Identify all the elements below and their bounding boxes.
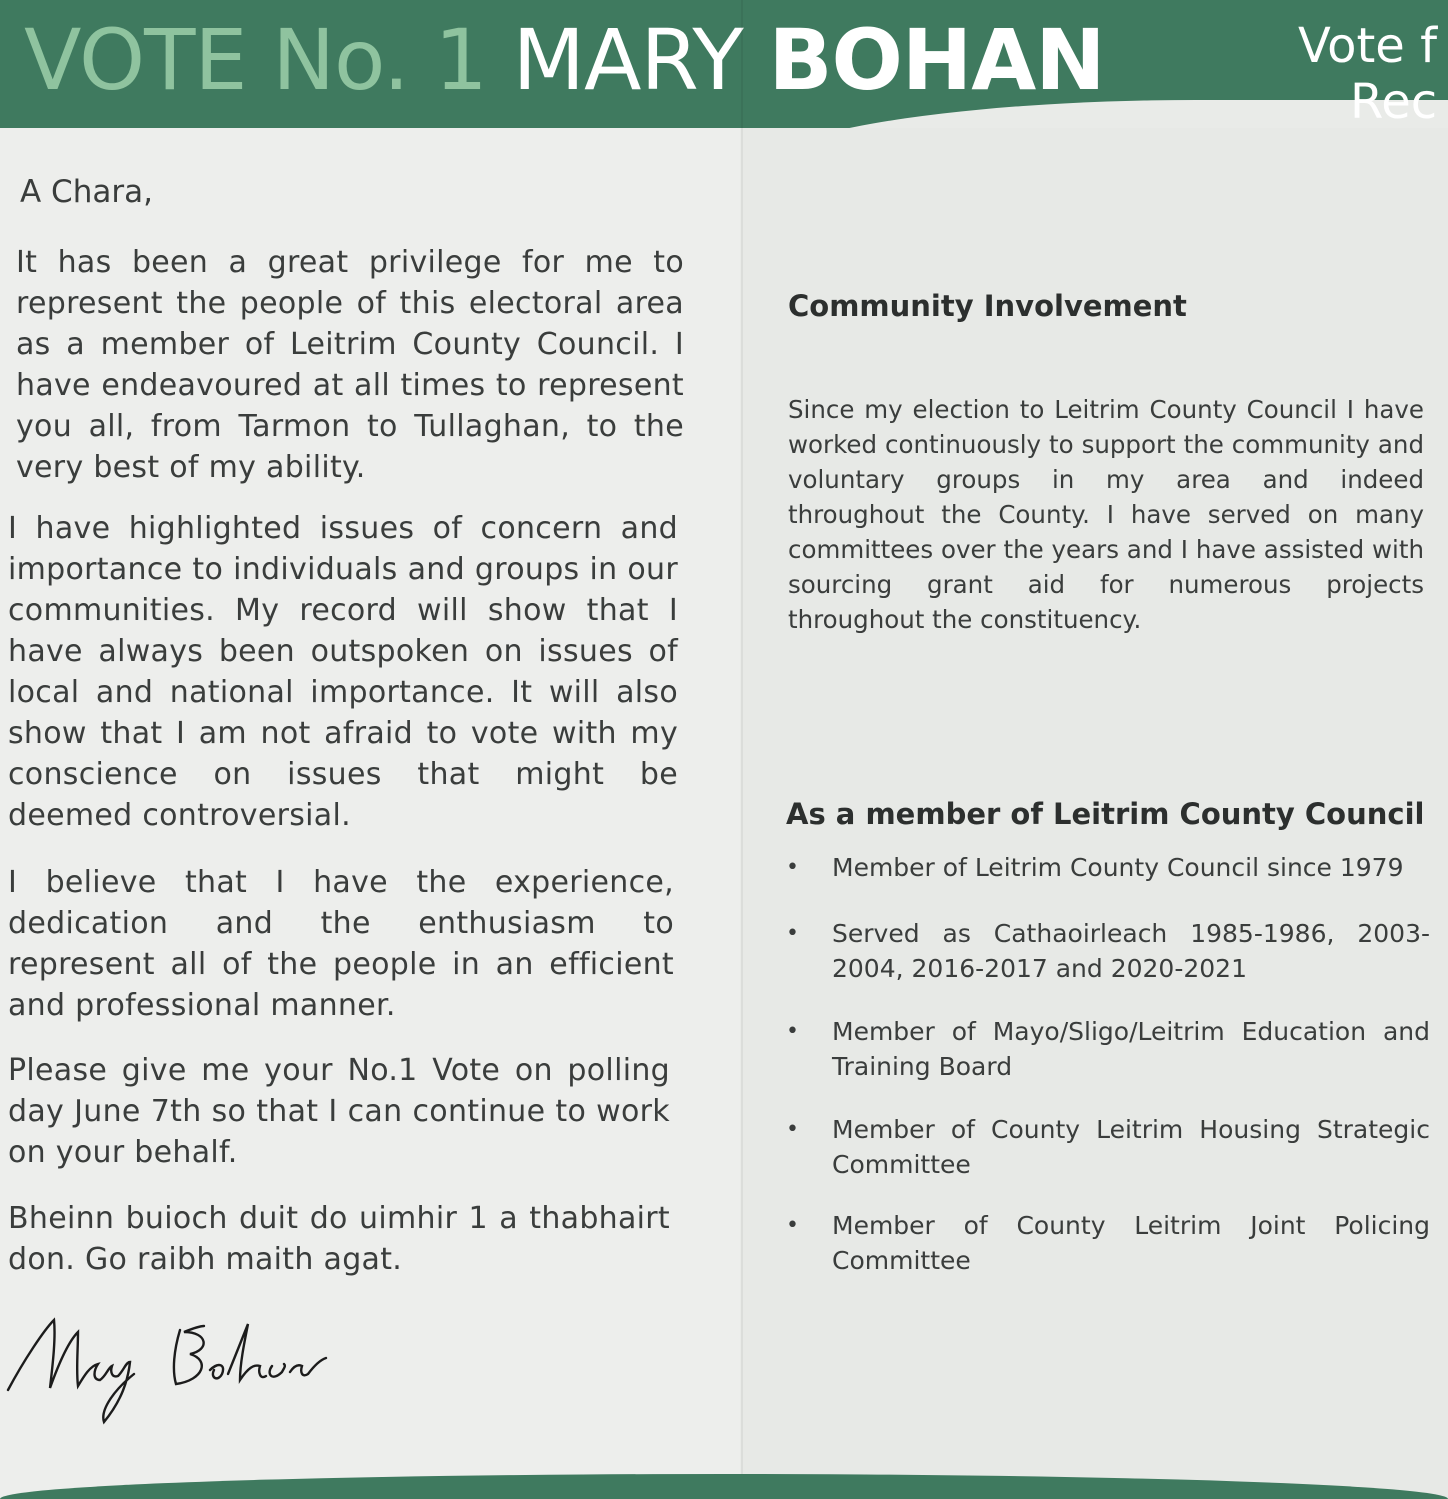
banner-tagline	[1298, 18, 1448, 128]
bullet-icon: •	[786, 1117, 799, 1142]
list-item-text: Member of Leitrim County Council since 1979	[832, 853, 1404, 882]
bullet-icon: •	[786, 921, 799, 946]
bullet-icon: •	[786, 1019, 799, 1044]
header-banner	[0, 0, 1448, 128]
community-heading: Community Involvement	[788, 289, 1187, 323]
list-item-text: Member of Mayo/Sligo/Leitrim Education and Training Board	[832, 1017, 1430, 1081]
list-item-text: Member of County Leitrim Housing Strategic Committee	[832, 1115, 1430, 1179]
salutation: A Chara,	[20, 174, 153, 210]
letter-paragraph-4: Please give me your No.1 Vote on polling day June 7th so that I can continue to work on your behalf.	[8, 1053, 670, 1170]
headline-first-name: MARY	[512, 11, 769, 109]
letter-paragraph-1: It has been a great privilege for me to represent the people of this electoral area as a member of Leitrim County Council. I have endeavoured at all times to represent you all, from Tarmon to Tullaghan, to the very best of my ability.	[16, 245, 684, 485]
tagline-line-1: Vote f	[1298, 18, 1437, 74]
letter-paragraph-3: I believe that I have the experience, dedication and the enthusiasm to represent all of the people in an efficient and professional manner.	[8, 865, 674, 1023]
tagline-line-2: Rec	[1350, 74, 1438, 128]
headline	[24, 10, 1105, 110]
list-item-text: Member of County Leitrim Joint Policing Committee	[832, 1211, 1430, 1275]
page-fold	[741, 0, 743, 1499]
council-heading: As a member of Leitrim County Council	[786, 797, 1425, 831]
list-item-text: Served as Cathaoirleach 1985-1986, 2003-2004, 2016-2017 and 2020-2021	[832, 919, 1430, 983]
bullet-icon: •	[786, 855, 799, 880]
headline-vote-text: VOTE No. 1	[24, 11, 513, 109]
letter-paragraph-5: Bheinn buioch duit do uimhir 1 a thabhairt don. Go raibh maith agat.	[8, 1201, 670, 1277]
bullet-icon: •	[786, 1213, 799, 1238]
letter-paragraph-2: I have highlighted issues of concern and importance to individuals and groups in our communities. My record will show that I have always been outspoken on issues of local and national importance. It will also show that I am not afraid to vote with my conscience on issues that might be deemed controversial.	[8, 511, 678, 833]
headline-last-name: BOHAN	[768, 11, 1105, 109]
community-text: Since my election to Leitrim County Council I have worked continuously to support the community and voluntary groups in my area and indeed throughout the County. I have served on many committees over the years and I have assisted with sourcing grant aid for numerous projects throughout the constituency.	[788, 395, 1424, 634]
signature	[4, 1310, 344, 1430]
